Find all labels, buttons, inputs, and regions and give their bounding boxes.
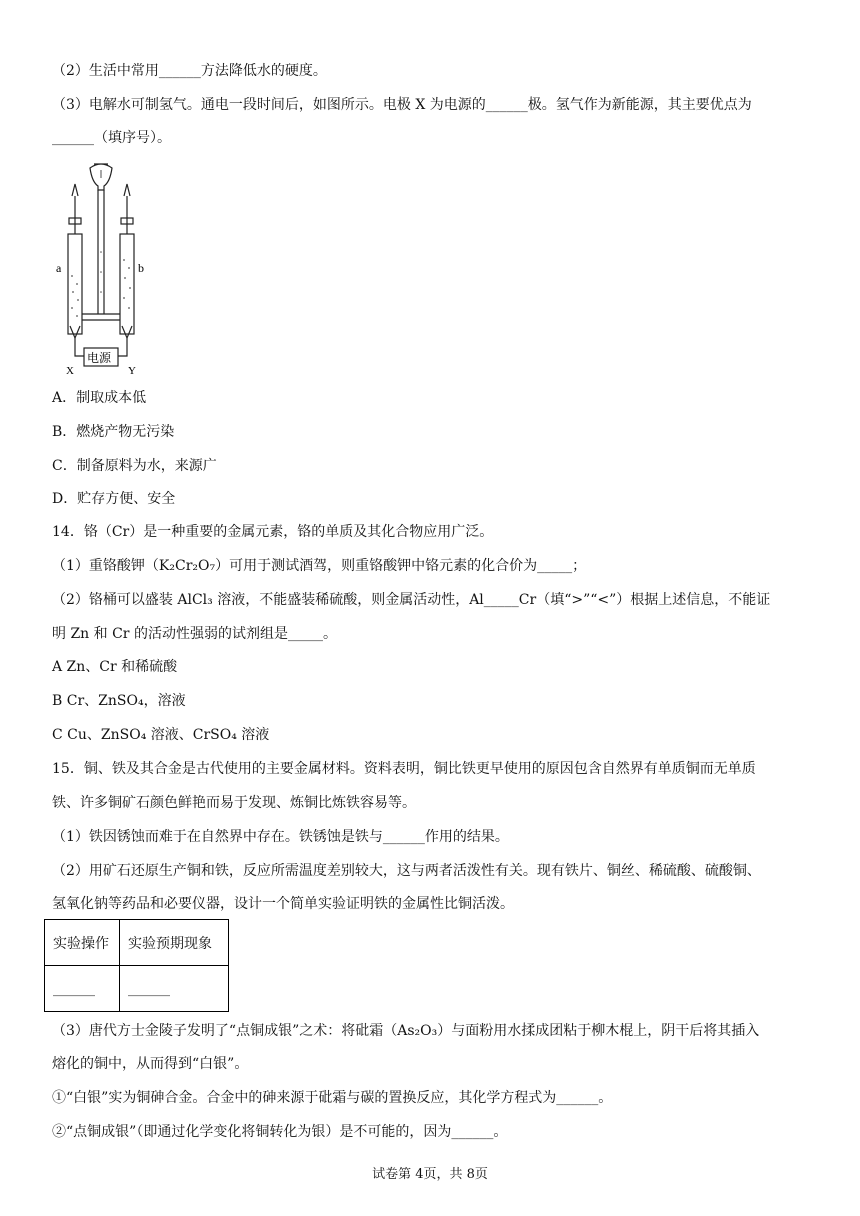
q13-option-c: C．制备原料为水，来源广 [52, 458, 217, 474]
power-source-label: 电源 [87, 351, 112, 365]
tube-a-label: a [56, 261, 62, 275]
q13-option-a: A．制取成本低 [52, 390, 147, 406]
q14-part1: （1）重铬酸钾（K₂Cr₂O₇）可用于测试酒驾，则重铬酸钾中铬元素的化合价为_____； [52, 558, 587, 574]
table-row [45, 966, 229, 1012]
table-header-row [45, 920, 229, 966]
electrode-y-label: Y [128, 365, 136, 377]
q15-part2-line1: （2）用矿石还原生产铜和铁，反应所需温度差别较大，这与两者活泼性有关。现有铁片、铜丝、稀硫酸、硫酸铜、 [52, 863, 761, 879]
q15-subpart2: ②“点铜成银”（即通过化学变化将铜转化为银）是不可能的，因为______。 [52, 1124, 508, 1140]
q15-part3-line2: 熔化的铜中，从而得到“白银”。 [52, 1056, 249, 1072]
q14-option-b: B Cr、ZnSO₄，溶液 [52, 693, 186, 709]
q14-part2-line2: 明 Zn 和 Cr 的活动性强弱的试剂组是_____。 [52, 626, 337, 642]
electrolysis-figure [52, 156, 192, 378]
q14-option-c: C Cu、ZnSO₄ 溶液、CrSO₄ 溶液 [52, 727, 270, 743]
q15-part1: （1）铁因锈蚀而难于在自然界中存在。铁锈蚀是铁与______作用的结果。 [52, 829, 509, 845]
tube-b-label: b [138, 261, 144, 275]
q13-part3-line1: （3）电解水可制氢气。通电一段时间后，如图所示。电极 X 为电源的______极。氢气作为新能源，其主要优点为 [52, 97, 752, 113]
q14-stem: 14．铬（Cr）是一种重要的金属元素，铬的单质及其化合物应用广泛。 [52, 524, 494, 540]
q15-subpart1: ①“白银”实为铜砷合金。合金中的砷来源于砒霜与碳的置换反应，其化学方程式为______。 [52, 1090, 613, 1106]
q13-part3-line2: ______（填序号）。 [52, 130, 171, 146]
table-header-phenomenon: 实验预期现象 [120, 920, 229, 966]
table-answer-phenomenon: ______ [120, 966, 229, 1012]
electrode-x-label: X [66, 365, 74, 377]
q15-part2-line2: 氢氧化钠等药品和必要仪器，设计一个简单实验证明铁的金属性比铜活泼。 [52, 896, 514, 912]
experiment-table [44, 919, 229, 1012]
q15-stem-line1: 15．铜、铁及其合金是古代使用的主要金属材料。资料表明，铜比铁更早使用的原因包含自然界有单质铜而无单质 [52, 761, 756, 777]
electrolysis-apparatus-diagram [52, 156, 192, 378]
q15-stem-line2: 铁、许多铜矿石颜色鲜艳而易于发现、炼铜比炼铁容易等。 [52, 795, 416, 811]
q13-part2: （2）生活中常用______方法降低水的硬度。 [52, 63, 327, 79]
q13-option-b: B．燃烧产物无污染 [52, 424, 175, 440]
q14-part2-line1: （2）铬桶可以盛装 AlCl₃ 溶液，不能盛装稀硫酸，则金属活动性，Al_____Cr（填“>”“<”）根据上述信息，不能证 [52, 592, 771, 608]
q15-part3-line1: （3）唐代方士金陵子发明了“点铜成银”之术：将砒霜（As₂O₃）与面粉用水揉成团粘于柳木棍上，阴干后将其插入 [52, 1023, 760, 1039]
table-answer-operation: ______ [45, 966, 120, 1012]
q13-option-d: D．贮存方便、安全 [52, 491, 176, 507]
table-header-operation: 实验操作 [45, 920, 120, 966]
q14-option-a: A Zn、Cr 和稀硫酸 [52, 659, 178, 675]
page-footer: 试卷第 4页，共 8页 [372, 1167, 488, 1182]
